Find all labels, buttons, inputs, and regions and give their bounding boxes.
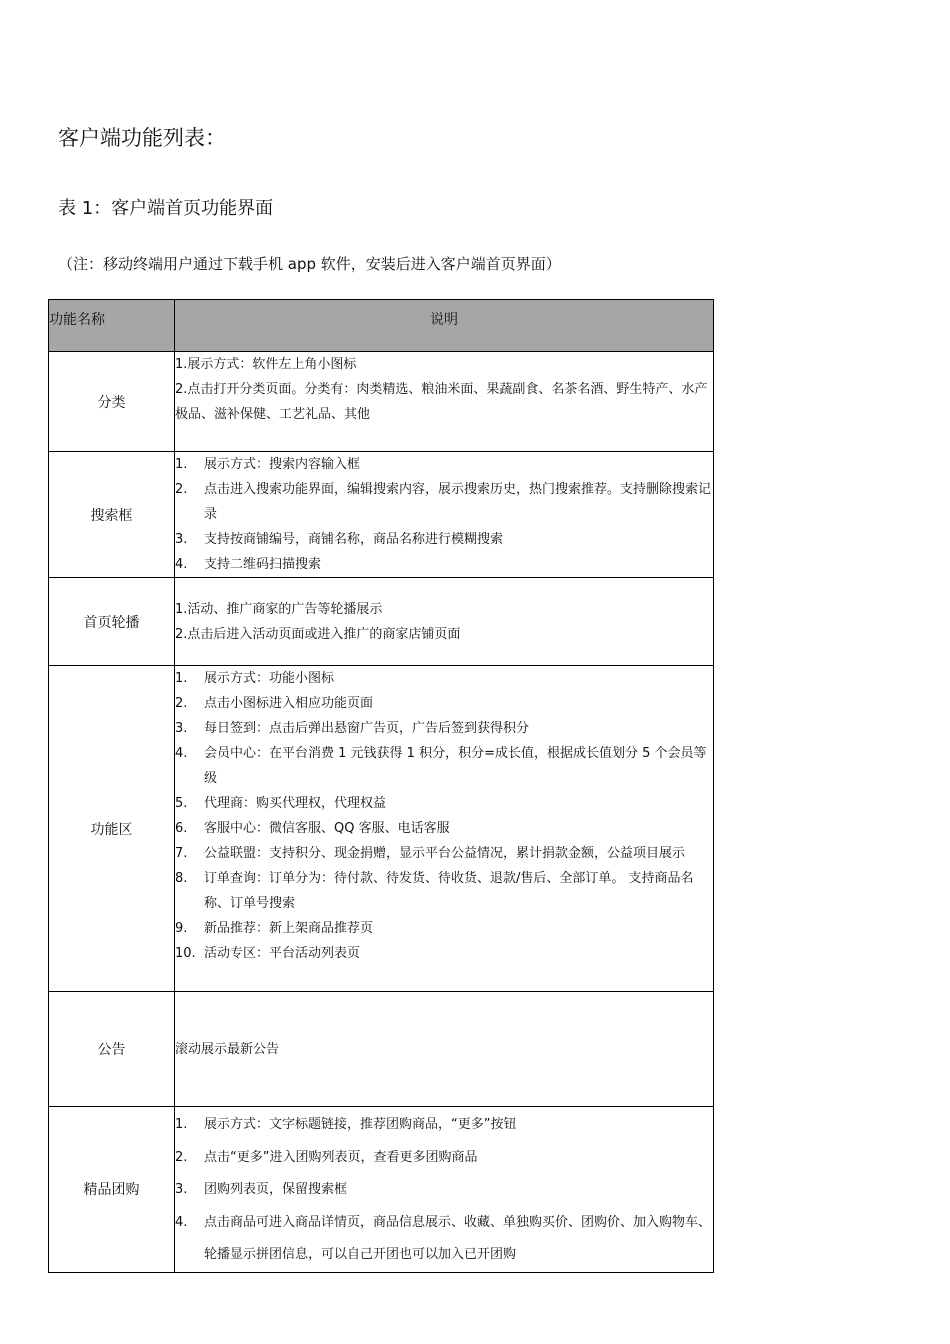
desc-line: 2.点击打开分类页面。分类有：肉类精选、粮油米面、果蔬副食、名茶名酒、野生特产、水产极品、滋补保健、工艺礼品、其他 [175,382,708,422]
desc-line: 滚动展示最新公告 [175,1041,280,1057]
list-item: 6. 客服中心：微信客服、QQ 客服、电话客服 [175,821,450,836]
desc-line: 2.点击后进入活动页面或进入推广的商家店铺页面 [175,626,461,642]
list-item: 2. 点击小图标进入相应功能页面 [175,696,374,711]
list-item: 4. 支持二维码扫描搜索 [175,557,322,572]
table-row [49,992,714,1107]
list-item: 1. 展示方式：搜索内容输入框 [175,457,361,472]
table-row [49,452,714,578]
feature-desc-search [175,452,714,578]
feature-desc-category [175,352,714,452]
feature-desc-group-buy [175,1107,714,1273]
feature-name-search: 搜索框 [49,452,175,578]
desc-line: 1.活动、推广商家的广告等轮播展示 [175,601,383,617]
list-item: 8. 订单查询：订单分为：待付款、待发货、待收货、退款/售后、全部订单。 支持商品名称、订单号搜索 [175,871,694,911]
table-header-row [49,300,714,352]
table-row [49,666,714,992]
feature-name-carousel: 首页轮播 [49,578,175,666]
list-item: 7. 公益联盟：支持积分、现金捐赠，显示平台公益情况，累计捐款金额，公益项目展示 [175,846,686,861]
list-item: 9. 新品推荐：新上架商品推荐页 [175,921,374,936]
list-item: 4. 点击商品可进入商品详情页，商品信息展示、收藏、单独购买价、团购价、加入购物车、轮播显示拼团信息，可以自己开团也可以加入已开团购 [175,1214,712,1262]
feature-name-category: 分类 [49,352,175,452]
feature-table [48,299,714,1273]
feature-name-group-buy: 精品团购 [49,1107,175,1273]
table-caption: 表 1：客户端首页功能界面 [58,198,274,219]
header-description: 说明 [175,300,714,352]
list-item: 2. 点击进入搜索功能界面，编辑搜索内容，展示搜索历史，热门搜索推荐。支持删除搜索记录 [175,482,712,522]
list-item: 1. 展示方式：文字标题链接，推荐团购商品，“更多”按钮 [175,1117,517,1132]
feature-name-announcement: 公告 [49,992,175,1107]
list-item: 3. 团购列表页，保留搜索框 [175,1182,348,1197]
table-note: （注：移动终端用户通过下载手机 app 软件，安装后进入客户端首页界面） [58,255,561,273]
list-item: 10. 活动专区：平台活动列表页 [175,946,361,961]
feature-desc-function-area [175,666,714,992]
page-heading: 客户端功能列表： [58,126,226,150]
list-item: 1. 展示方式：功能小图标 [175,671,335,686]
list-item: 3. 每日签到：点击后弹出悬窗广告页，广告后签到获得积分 [175,721,530,736]
list-item: 2. 点击“更多”进入团购列表页，查看更多团购商品 [175,1149,478,1165]
table-row [49,352,714,452]
feature-desc-carousel [175,578,714,666]
feature-name-function-area: 功能区 [49,666,175,992]
list-item: 3. 支持按商铺编号，商铺名称，商品名称进行模糊搜索 [175,532,504,547]
feature-desc-announcement [175,992,714,1107]
list-item: 4. 会员中心：在平台消费 1 元钱获得 1 积分，积分=成长值，根据成长值划分 5 个会员等级 [175,746,707,786]
list-item: 5. 代理商：购买代理权，代理权益 [175,796,387,811]
table-row [49,578,714,666]
desc-line: 1.展示方式：软件左上角小图标 [175,357,357,372]
table-row [49,1107,714,1273]
header-feature-name: 功能名称 [49,300,175,352]
